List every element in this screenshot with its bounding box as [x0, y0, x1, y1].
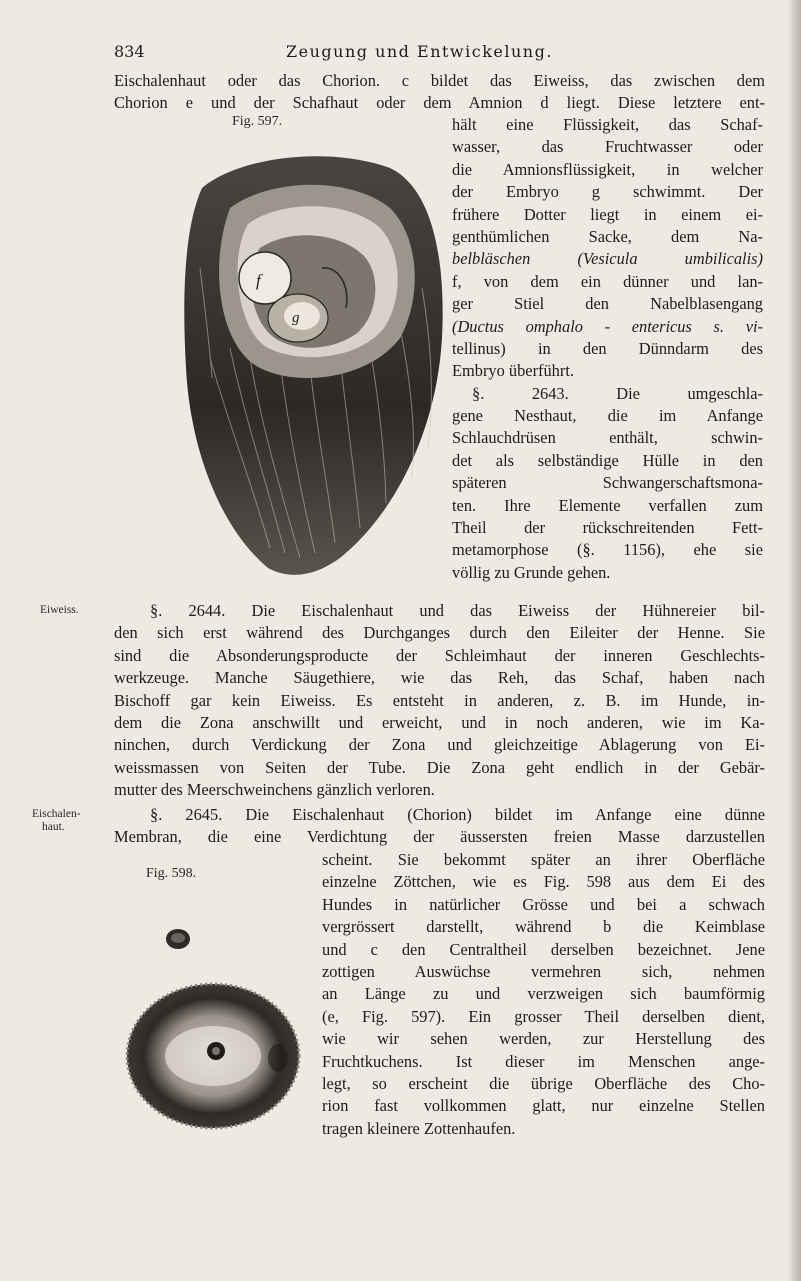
- figure-caption: Fig. 598.: [146, 866, 197, 881]
- text-line: zottigen Auswüchse vermehren sich, nehmen: [322, 961, 765, 981]
- small-egg-icon: [163, 926, 193, 952]
- text-line: an Länge zu und verzweigen sich baumförmig: [322, 984, 765, 1004]
- page-header: [114, 42, 768, 64]
- figure-label-f: f: [256, 271, 261, 290]
- text-line: hält eine Flüssigkeit, das Schaf-: [452, 115, 763, 134]
- paragraph-amnion-column: [452, 114, 763, 584]
- text-line: vergrössert darstellt, während b die Keimblase: [322, 917, 765, 937]
- text-line: legt, so erscheint die übrige Oberfläche des Cho-: [322, 1073, 765, 1093]
- text-line: ger Stiel den Nabelblasengang: [452, 294, 763, 314]
- text-line: tragen kleinere Zottenhaufen.: [322, 1118, 516, 1138]
- text-line: ninchen, durch Verdickung der Zona und gleichzeitige Ablagerung von Ei-: [114, 735, 765, 755]
- text-line: Embryo überführt.: [452, 361, 574, 381]
- section-2644-line: §. 2644. Die Eischalenhaut und das Eiweiss der Hühnereier bil-: [150, 601, 765, 620]
- margin-note-line: Eischalen-: [32, 808, 81, 820]
- text-line: Chorion e und der Schafhaut oder dem Amnion d liegt. Diese letztere ent-: [114, 93, 765, 113]
- embryo-chorion-illustration: [150, 148, 448, 588]
- text-line: sind die Absonderungsproducte der Schleimhaut der inneren Geschlechts-: [114, 645, 765, 665]
- text-line: belbläschen (Vesicula umbilicalis): [452, 249, 763, 269]
- text-line: dem die Zona anschwillt und erweicht, und in noch anderen, wie im Ka-: [114, 712, 765, 732]
- margin-note-eiweiss: Eiweiss.: [40, 604, 79, 616]
- text-line: werkzeuge. Manche Säugethiere, wie das Reh, das Schaf, haben nach: [114, 668, 765, 688]
- text-line: und c den Centraltheil derselben bezeichnet. Jene: [322, 939, 765, 959]
- text-line: det als selbständige Hülle in den: [452, 450, 763, 470]
- text-line: Fruchtkuchens. Ist dieser im Menschen ange-: [322, 1051, 765, 1071]
- text-line: frühere Dotter liegt in einem ei-: [452, 204, 763, 224]
- villous-egg-illustration: [118, 976, 308, 1136]
- text-line: f, von dem ein dünner und lan-: [452, 271, 763, 291]
- text-line: genthümlichen Sacke, dem Na-: [452, 226, 763, 246]
- text-line: Eischalenhaut oder das Chorion. c bildet das Eiweiss, das zwischen dem: [114, 71, 765, 90]
- margin-note-eischalenhaut: [32, 808, 81, 834]
- text-line: Membran, die eine Verdichtung der äussersten freien Masse darzustellen: [114, 827, 765, 847]
- text-line: der Embryo g schwimmt. Der: [452, 182, 763, 202]
- figure-598: [118, 852, 308, 1142]
- text-line: ten. Ihre Elemente verfallen zum: [452, 495, 763, 515]
- text-line: (e, Fig. 597). Ein grosser Theil derselben dient,: [322, 1006, 765, 1026]
- text-line: weissmassen von Seiten der Tube. Die Zona geht endlich in der Gebär-: [114, 757, 765, 777]
- text-line: mutter des Meerschweinchens gänzlich verloren.: [114, 780, 435, 800]
- text-line: gene Nesthaut, die im Anfange: [452, 406, 763, 426]
- text-line: Schlauchdrüsen enthält, schwin-: [452, 428, 763, 448]
- text-line: Theil der rückschreitenden Fett-: [452, 518, 763, 538]
- section-2645-line: §. 2645. Die Eischalenhaut (Chorion) bildet im Anfange eine dünne: [150, 805, 765, 824]
- text-line: Hundes in natürlicher Grösse und bei a schwach: [322, 894, 765, 914]
- page-edge-shadow: [787, 0, 801, 1281]
- paragraph-2645-column: [322, 849, 765, 1140]
- text-line: wie wir sehen werden, zur Herstellung des: [322, 1029, 765, 1049]
- text-line: metamorphose (§. 1156), ehe sie: [452, 540, 763, 560]
- text-line: (Ductus omphalo - entericus s. vi-: [452, 316, 763, 336]
- paragraph-intro: [114, 70, 765, 115]
- text-line: die Amnionsflüssigkeit, in welcher: [452, 159, 763, 179]
- paragraph-2644: [114, 600, 765, 802]
- text-line: Bischoff gar kein Eiweiss. Es entsteht in anderen, z. B. im Hunde, in-: [114, 690, 765, 710]
- running-title: Zeugung und Entwickelung.: [286, 42, 553, 61]
- text-line: wasser, das Fruchtwasser oder: [452, 137, 763, 157]
- paragraph-2645: [114, 804, 765, 849]
- text-line: tellinus) in den Dünndarm des: [452, 338, 763, 358]
- figure-597: [150, 114, 448, 588]
- figure-caption: Fig. 597.: [232, 114, 283, 129]
- text-line: scheint. Sie bekommt später an ihrer Oberfläche: [322, 850, 765, 869]
- text-line: völlig zu Grunde gehen.: [452, 562, 611, 582]
- figure-label-g: g: [292, 310, 300, 326]
- section-2643-line: §. 2643. Die umgeschla-: [472, 383, 763, 403]
- text-line: späteren Schwangerschaftsmona-: [452, 473, 763, 493]
- page-number: 834: [114, 42, 145, 61]
- text-line: einzelne Zöttchen, wie es Fig. 598 aus dem Ei des: [322, 872, 765, 892]
- text-line: rion fast vollkommen glatt, nur einzelne Stellen: [322, 1096, 765, 1116]
- text-line: den sich erst während des Durchganges durch den Eileiter der Henne. Sie: [114, 623, 765, 643]
- margin-note-line: haut.: [42, 821, 65, 833]
